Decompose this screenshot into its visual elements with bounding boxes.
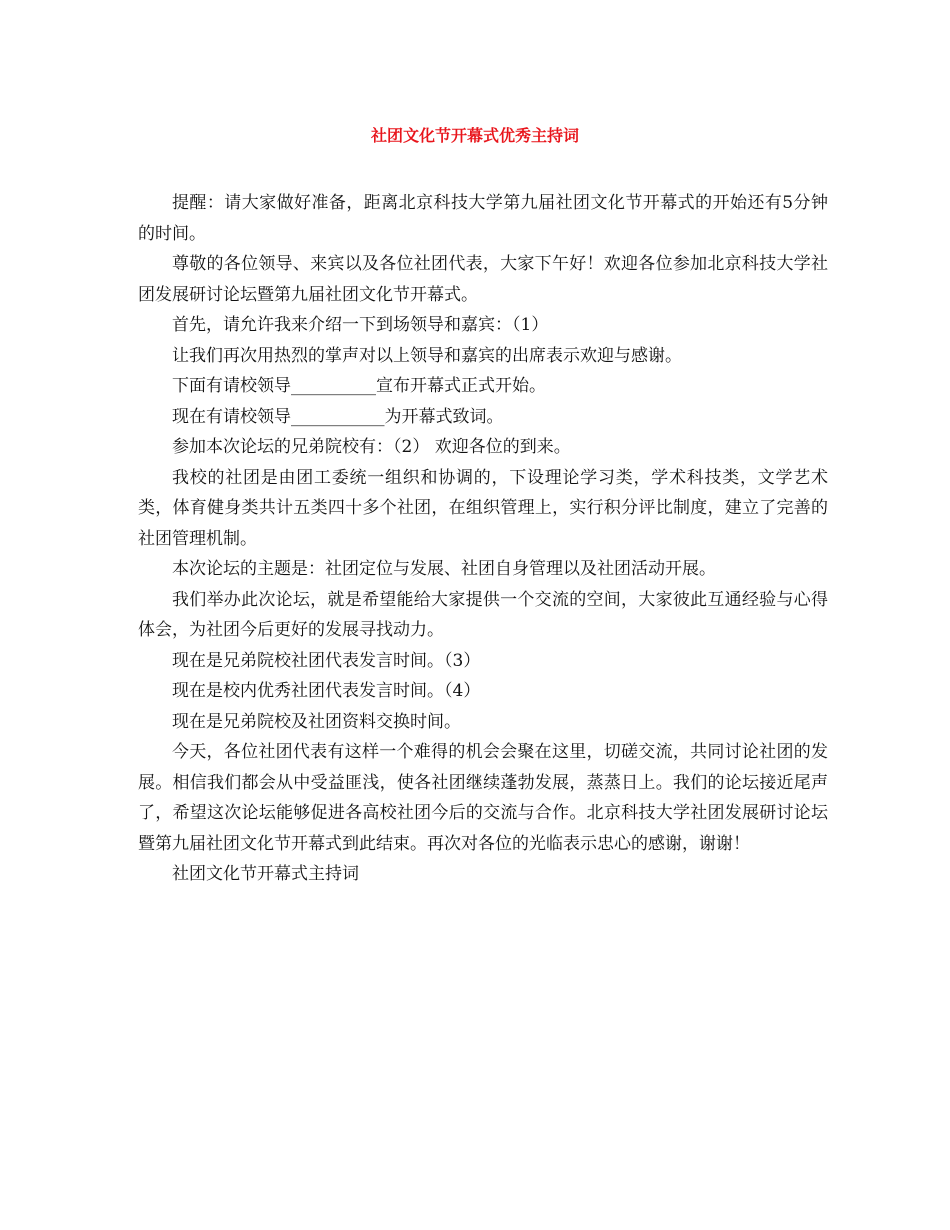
paragraph-footer-title: 社团文化节开幕式主持词 [172, 864, 359, 884]
paragraph-forum-purpose: 我们举办此次论坛，就是希望能给大家提供一个交流的空间，大家彼此互通经验与心得体会，为社团今后更好的发展寻找动力。 [138, 589, 828, 640]
paragraph-opening-announcement: 下面有请校领导__________宣布开幕式正式开始。 [172, 376, 546, 396]
paragraph-club-overview: 我校的社团是由团工委统一组织和协调的，下设理论学习类，学术科技类，文学艺术类，体育健身类共计五类四十多个社团，在组织管理上，实行积分评比制度，建立了完善的社团管理机制。 [138, 467, 828, 549]
paragraph-closing: 今天，各位社团代表有这样一个难得的机会会聚在这里，切磋交流，共同讨论社团的发展。相信我们都会从中受益匪浅，使各社团继续蓬勃发展，蒸蒸日上。我们的论坛接近尾声了，希望这次论坛能够促进各高校社团今后的交流与合作。北京科技大学社团发展研讨论坛暨第九届社团文化节开幕式到此结束。再次对各位的光临表示忠心的感谢，谢谢！ [138, 742, 828, 854]
paragraph-reminder: 提醒：请大家做好准备，距离北京科技大学第九届社团文化节开幕式的开始还有5分钟的时间。 [138, 193, 828, 244]
paragraph-opening-speech: 现在有请校领导___________为开幕式致词。 [172, 406, 504, 427]
document-body [138, 188, 828, 890]
document-title: 社团文化节开幕式优秀主持词 [370, 126, 579, 145]
paragraph-forum-theme: 本次论坛的主题是：社团定位与发展、社团自身管理以及社团活动开展。 [172, 559, 716, 579]
paragraph-applause: 让我们再次用热烈的掌声对以上领导和嘉宾的出席表示欢迎与感谢。 [172, 345, 682, 366]
paragraph-fellow-speeches: 现在是兄弟院校社团代表发言时间。（3） [172, 650, 481, 671]
paragraph-material-exchange: 现在是兄弟院校及社团资料交换时间。 [172, 711, 461, 732]
paragraph-introduce-guests: 首先，请允许我来介绍一下到场领导和嘉宾：（1） [172, 315, 549, 335]
paragraph-campus-speeches: 现在是校内优秀社团代表发言时间。（4） [172, 681, 481, 701]
paragraph-fellow-schools: 参加本次论坛的兄弟院校有：（2） 欢迎各位的到来。 [172, 437, 571, 457]
paragraph-greeting: 尊敬的各位领导、来宾以及各位社团代表，大家下午好！欢迎各位参加北京科技大学社团发展研讨论坛暨第九届社团文化节开幕式。 [138, 254, 828, 305]
